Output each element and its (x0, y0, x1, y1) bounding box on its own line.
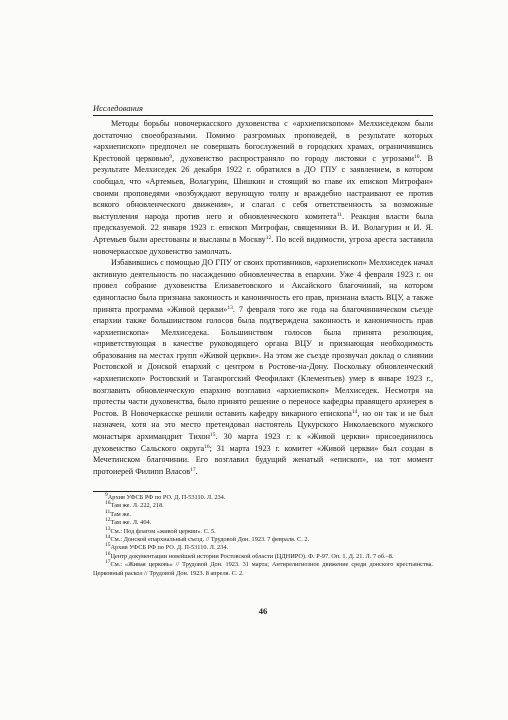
footnote-ref[interactable]: 13 (227, 304, 233, 311)
footnote (93, 519, 433, 527)
footnote (93, 561, 433, 578)
footnote-number: 15 (105, 542, 111, 549)
footnote-number: 17 (105, 559, 111, 566)
footnote-number: 13 (105, 525, 111, 532)
footnote-ref[interactable]: 9 (169, 153, 173, 160)
footnote (93, 550, 433, 561)
main-text (93, 118, 433, 477)
paragraph-2 (93, 257, 433, 477)
footnote-ref[interactable]: 15 (210, 432, 216, 439)
footnote-number: 9 (105, 492, 108, 498)
footnote (93, 508, 433, 519)
footnote-number: 10 (105, 500, 111, 507)
footnote (93, 502, 433, 510)
footnote-number: 14 (105, 534, 111, 541)
footnote-text: Архив УФСБ РФ по РО. Д. П-53110. Л. 234. (110, 544, 229, 552)
text-run: Избавившись с помощью ДО ГПУ от своих противников, «архиепископ» Мелхиседек начал активную деятельность по насаждению обновленчества в епархии. Уже 4 февраля 1923 г. он провел собрание духовенства Елизаветовского и Аксайского благочиний, на котором единогласно была признана законность и каноничность его прав, признана власть ВЦУ, а также принята программа «Живой церкви» (93, 258, 433, 314)
text-run: . (195, 466, 198, 476)
footnote-ref[interactable]: 11 (336, 211, 343, 218)
footnote-text: См.: Донской епархиальный съезд. // Трудовой Дон. 1923. 7 февраля. С. 2. (110, 536, 310, 544)
text-run: . В результате Мелхиседек 26 декабря 1922 г. обратился в ДО ГПУ с заявлением, в котором сообщал, что «Артемьев, Волагурин, Шишкин и стоящий во главе их епископ Митрофан» своими проповедями «возбуждают верующую толпу и враждебно настраивают ее против всякого обновленческого движения», и слагал с себя ответственность за возможные выступления народа против него и обновленческого комитета (93, 153, 433, 221)
text-run: Методы борьбы новочеркасского духовенства с «архиепископом» Мелхиседеком были достаточно своеобразными. Помимо разгромных проповедей, в результате которых «архиепископ» предпочел не совершать богослужений в городских храмах, ограничившись Крестовой церковью (93, 119, 433, 163)
footnote-ref[interactable]: 14 (351, 408, 358, 415)
footnote-text: Там же. Л. 222, 218. (110, 502, 164, 510)
text-run: . 30 марта 1923 г. к «Живой церкви» присоединилось духовенство Сальского округа (93, 432, 433, 453)
footnote (93, 525, 433, 536)
footnote (93, 544, 433, 552)
header-rule (93, 115, 433, 116)
footnote-text: Там же. Л. 404. (110, 519, 152, 527)
footnote-number: 12 (105, 517, 111, 524)
footnote-ref[interactable]: 10 (414, 153, 420, 160)
footnote-text: См.: Под флагом «живой церкви». С. 5. (110, 527, 216, 535)
text-run: , но он так и не был назначен, хотя на это место претендовал настоятель Цукурского Николаевского мужского монастыря архимандрит Тихон (93, 408, 433, 442)
footnote-ref[interactable]: 16 (204, 443, 210, 450)
text-run: . Реакция власти была предсказуемой. 22 января 1923 г. епископ Митрофан, священники В. И. Волагурин и И. Я. Артемьев были арестованы и высланы в Москву (93, 211, 433, 244)
footnote-text: Архив УФСБ РФ по РО. Д. П-53110. Л. 234. (107, 494, 226, 501)
text-run: ; 31 марта 1923 г. комитет «Живой церкви» был создан в Мечетинском благочинии. Его возглавил будущий женатый «епископ», на тот момент протоиерей Филипп Власов (93, 443, 433, 476)
footnote-text: См.: «Живая церковь» // Трудовой Дон. 1923. 31 марта; Антирелигиозное движение среди донского крестьянства. Церковный раскол // Трудовой Дон. 1923. 8 апреля. С. 2. (93, 561, 433, 577)
paragraph-1 (93, 118, 433, 257)
text-run: . 7 февраля того же года на благочинническом съезде епархии также большинством голосов была подтверждена законность и каноничность прав «архиепископа» Мелхиседека. Большинством голосов была принята резолюция, «приветствующая в качестве руководящего органа ВЦУ и признающая необходимость образования на местах групп «Живой церкви». На этом же съезде прозвучал доклад о слиянии Ростовской и Донской епархий с центром в Ростове-на-Дону. Поскольку обновленческий «архиепископ» Ростовский и Таганрогский Феофилакт (Клементьев) умер в январе 1923 г., возглавить обновленческую епархию возглавил «архиепископ» Мелхиседек. Несмотря на протесты части духовенства, было принято решение о переносе кафедры правящего архиерея в Ростов. В Новочеркасске решили оставить кафедру викарного епископа (93, 304, 433, 418)
footnote-ref[interactable]: 17 (190, 466, 196, 473)
footnote-text: Там же. (110, 510, 131, 518)
text-run: . По всей видимости, угроза ареста заставила новочеркасское духовенство замолчать. (93, 234, 433, 256)
running-title: Исследования (93, 103, 144, 113)
text-run: , духовенство распространяло по городу листовки с угрозами (172, 153, 415, 163)
page-number: 46 (258, 606, 268, 616)
footnote-number: 16 (105, 550, 111, 557)
footnotes (93, 494, 433, 578)
footnote-ref[interactable]: 12 (265, 234, 272, 241)
footnote-rule (93, 491, 161, 492)
footnote-text: Центр документации новейшей истории Ростовской области (ЦДНИРО). Ф. Р-97. Оп. 1. Д. 21. Л. 7 об.–8. (110, 552, 394, 560)
footnote-number: 11 (105, 508, 111, 515)
